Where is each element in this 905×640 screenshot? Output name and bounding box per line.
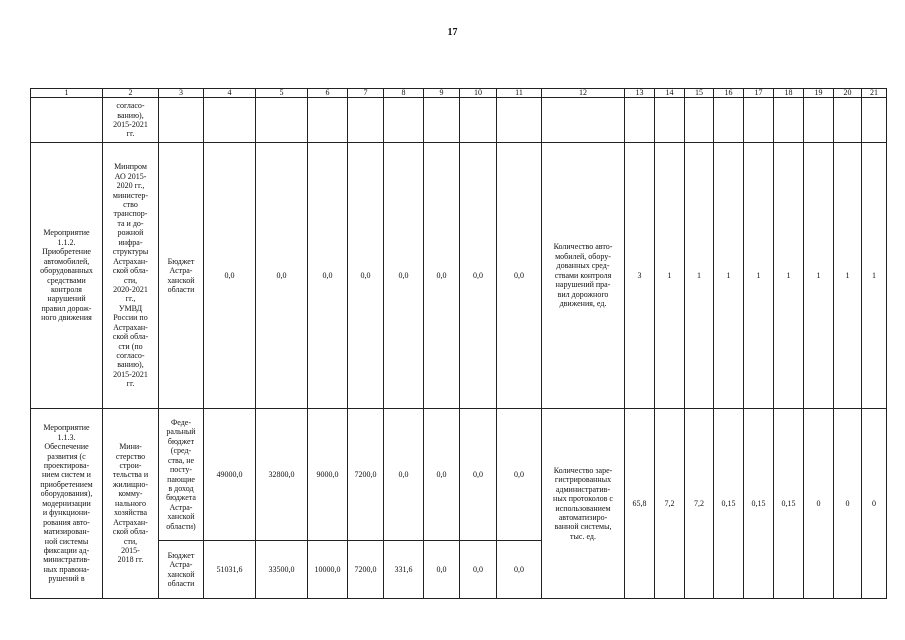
- value-cell: 0,0: [308, 143, 348, 409]
- value-cell: 0,0: [384, 143, 424, 409]
- executor-cell: Мини- стерство строи- тельства и жилищно- комму- нального хозяйства Астрахан- ской обла- сти, 2015- 2018 гг.: [103, 409, 159, 599]
- table-cell: [685, 98, 714, 143]
- target-cell: 0,15: [774, 409, 804, 599]
- column-number: 19: [804, 89, 834, 98]
- column-number: 2: [103, 89, 159, 98]
- target-cell: 0,15: [744, 409, 774, 599]
- target-cell: 1: [774, 143, 804, 409]
- table-cell: [542, 98, 625, 143]
- value-cell: 7200,0: [348, 541, 384, 599]
- target-cell: 0,15: [714, 409, 744, 599]
- executor-cell: Минпром АО 2015- 2020 гг., министер- ство транспор- та и до- рожной инфра- структуры Астрахан- ской обла- сти, 2020-2021 гг., УМВД России по Астрахан- ской обла- сти (по согласо- ванию), 2015-2021 гг.: [103, 143, 159, 409]
- value-cell: 0,0: [424, 143, 460, 409]
- funding-source-cell: Бюджет Астра- ханской области: [159, 143, 204, 409]
- value-cell: 0,0: [256, 143, 308, 409]
- column-number: 8: [384, 89, 424, 98]
- column-number: 16: [714, 89, 744, 98]
- table-cell: [159, 98, 204, 143]
- column-number: 15: [685, 89, 714, 98]
- target-cell: 1: [804, 143, 834, 409]
- column-number: 4: [204, 89, 256, 98]
- value-cell: 0,0: [497, 541, 542, 599]
- table-cell: [497, 98, 542, 143]
- indicator-cell: Количество авто- мобилей, обору- дованных сред- ствами контроля нарушений пра- вил дорожного движения, ед.: [542, 143, 625, 409]
- column-number: 12: [542, 89, 625, 98]
- value-cell: 0,0: [460, 541, 497, 599]
- table-cell: [834, 98, 862, 143]
- value-cell: 0,0: [460, 409, 497, 541]
- table-cell: [774, 98, 804, 143]
- column-number: 17: [744, 89, 774, 98]
- table-cell: [744, 98, 774, 143]
- value-cell: 9000,0: [308, 409, 348, 541]
- activity-name-cell: Мероприятие 1.1.3. Обеспечение развития (с проектирова- нием систем и приобретением оборудования), модернизации и функциони- рования авто- матизирован- ной системы фиксации ад- министратив- ных правона- рушений в: [31, 409, 103, 599]
- target-cell: 7,2: [655, 409, 685, 599]
- value-cell: 0,0: [497, 143, 542, 409]
- value-cell: 32800,0: [256, 409, 308, 541]
- table-cell: [625, 98, 655, 143]
- table-cell: [804, 98, 834, 143]
- table-cell: [348, 98, 384, 143]
- target-cell: 1: [685, 143, 714, 409]
- continuation-row: [31, 98, 887, 143]
- column-number: 9: [424, 89, 460, 98]
- table-row-1-1-3-federal: [31, 409, 887, 541]
- value-cell: 0,0: [497, 409, 542, 541]
- table-cell: [714, 98, 744, 143]
- target-cell: 1: [834, 143, 862, 409]
- executor-cell: согласо- ванию), 2015-2021 гг.: [103, 98, 159, 143]
- column-number: 18: [774, 89, 804, 98]
- table-cell: [308, 98, 348, 143]
- column-number-row: [31, 89, 887, 98]
- value-cell: 49000,0: [204, 409, 256, 541]
- target-cell: 3: [625, 143, 655, 409]
- column-number: 10: [460, 89, 497, 98]
- target-cell: 1: [862, 143, 887, 409]
- column-number: 1: [31, 89, 103, 98]
- target-cell: 0: [804, 409, 834, 599]
- value-cell: 0,0: [424, 409, 460, 541]
- value-cell: 0,0: [384, 409, 424, 541]
- value-cell: 0,0: [424, 541, 460, 599]
- funding-source-cell: Феде- ральный бюджет (сред- ства, не посту- пающие в доход бюджета Астра- ханской области): [159, 409, 204, 541]
- column-number: 6: [308, 89, 348, 98]
- column-number: 3: [159, 89, 204, 98]
- table-cell: [256, 98, 308, 143]
- target-cell: 1: [744, 143, 774, 409]
- table-cell: [424, 98, 460, 143]
- target-cell: 0: [862, 409, 887, 599]
- value-cell: 51031,6: [204, 541, 256, 599]
- column-number: 13: [625, 89, 655, 98]
- table-cell: [655, 98, 685, 143]
- target-cell: 1: [655, 143, 685, 409]
- indicator-cell: Количество заре- гистрированных административ- ных протоколов с использованием автоматизиро- ванной системы, тыс. ед.: [542, 409, 625, 599]
- table-cell: [31, 98, 103, 143]
- target-cell: 1: [714, 143, 744, 409]
- column-number: 5: [256, 89, 308, 98]
- column-number: 20: [834, 89, 862, 98]
- column-number: 21: [862, 89, 887, 98]
- table-row-1-1-2: [31, 143, 887, 409]
- program-table: [30, 88, 887, 599]
- target-cell: 0: [834, 409, 862, 599]
- table-cell: [460, 98, 497, 143]
- column-number: 14: [655, 89, 685, 98]
- value-cell: 0,0: [348, 143, 384, 409]
- value-cell: 0,0: [204, 143, 256, 409]
- value-cell: 0,0: [460, 143, 497, 409]
- value-cell: 7200,0: [348, 409, 384, 541]
- column-number: 11: [497, 89, 542, 98]
- value-cell: 10000,0: [308, 541, 348, 599]
- activity-name-cell: Мероприятие 1.1.2. Приобретение автомобилей, оборудованных средствами контроля нарушений правил дорож- ного движения: [31, 143, 103, 409]
- value-cell: 33500,0: [256, 541, 308, 599]
- value-cell: 331,6: [384, 541, 424, 599]
- target-cell: 7,2: [685, 409, 714, 599]
- table-cell: [204, 98, 256, 143]
- target-cell: 65,8: [625, 409, 655, 599]
- table-cell: [384, 98, 424, 143]
- funding-source-cell: Бюджет Астра- ханской области: [159, 541, 204, 599]
- page-number: 17: [447, 27, 458, 38]
- column-number: 7: [348, 89, 384, 98]
- table-cell: [862, 98, 887, 143]
